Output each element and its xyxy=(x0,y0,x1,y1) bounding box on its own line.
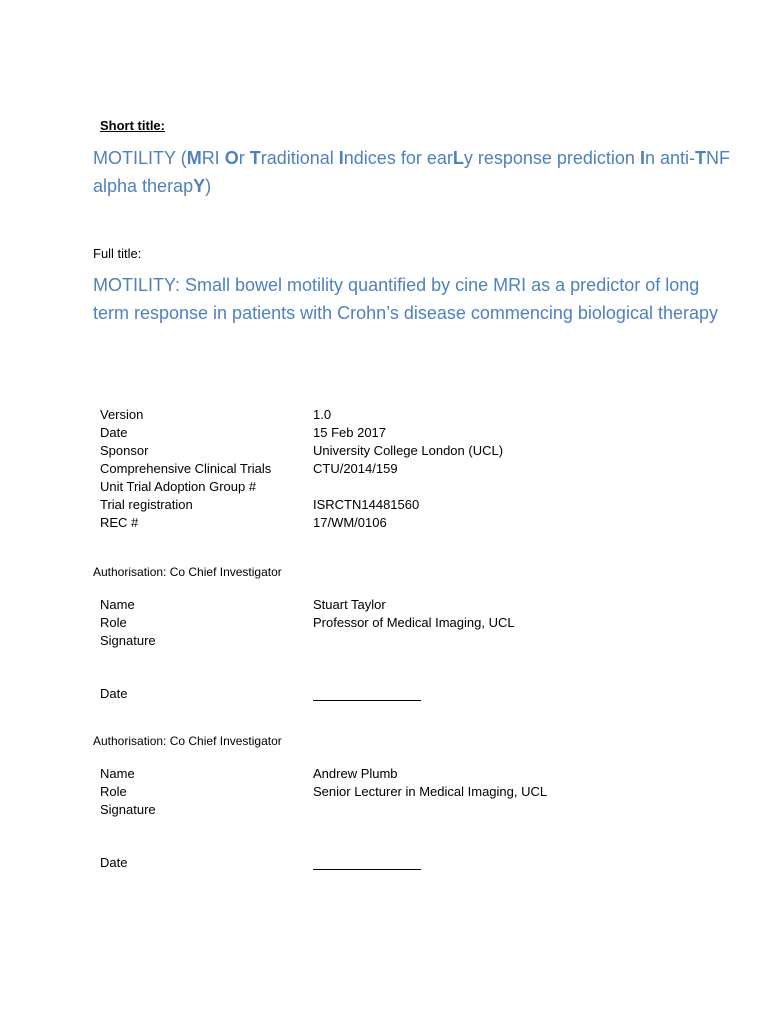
auth-key: Name xyxy=(100,597,135,612)
auth-key: Signature xyxy=(100,633,156,648)
acronym-letter: T xyxy=(249,148,261,168)
authorisation-heading: Authorisation: Co Chief Investigator xyxy=(93,565,282,579)
acronym-letter: L xyxy=(452,148,464,168)
full-title-label: Full title: xyxy=(93,246,142,261)
title-fragment: RI xyxy=(201,148,225,168)
meta-value: 1.0 xyxy=(313,407,332,422)
meta-value: 17/WM/0106 xyxy=(313,515,387,530)
title-fragment: NF alpha therap xyxy=(93,148,730,196)
title-fragment: r xyxy=(238,148,250,168)
auth-key: Role xyxy=(100,615,127,630)
authorisation-heading: Authorisation: Co Chief Investigator xyxy=(93,734,282,748)
short-title-label: Short title: xyxy=(100,118,165,133)
title-fragment: y response prediction xyxy=(463,148,640,168)
meta-value: CTU/2014/159 xyxy=(313,461,398,476)
short-title-text xyxy=(93,145,733,200)
auth-value: Andrew Plumb xyxy=(313,766,398,781)
title-fragment: raditional xyxy=(260,148,339,168)
auth-date-row xyxy=(100,686,430,704)
acronym-letter: Y xyxy=(193,175,206,196)
auth-date-label: Date xyxy=(100,686,128,701)
date-signature-line[interactable] xyxy=(313,700,421,701)
auth-value: Senior Lecturer in Medical Imaging, UCL xyxy=(313,784,548,799)
auth-date-row xyxy=(100,855,430,873)
meta-key: Date xyxy=(100,425,128,440)
auth-date-label: Date xyxy=(100,855,128,870)
title-fragment: ) xyxy=(205,175,212,196)
acronym-letter: I xyxy=(338,148,344,168)
acronym-letter: M xyxy=(186,148,202,168)
title-fragment: n anti- xyxy=(644,148,695,168)
title-fragment: MOTILITY ( xyxy=(93,148,187,168)
meta-key: Comprehensive Clinical Trials xyxy=(100,461,272,476)
acronym-letter: O xyxy=(224,148,239,168)
meta-key: REC # xyxy=(100,515,139,530)
meta-value: 15 Feb 2017 xyxy=(313,425,387,440)
auth-key: Signature xyxy=(100,802,156,817)
meta-key: Sponsor xyxy=(100,443,149,458)
full-title-text: MOTILITY: Small bowel motility quantified by cine MRI as a predictor of long term response in patients with Crohn’s disease commencing biological therapy xyxy=(93,275,718,323)
acronym-letter: I xyxy=(639,148,645,168)
title-fragment: ndices for ear xyxy=(343,148,453,168)
auth-value: Stuart Taylor xyxy=(313,597,386,612)
meta-value: ISRCTN14481560 xyxy=(313,497,420,512)
meta-key: Version xyxy=(100,407,144,422)
auth-key: Role xyxy=(100,784,127,799)
meta-value: University College London (UCL) xyxy=(313,443,504,458)
meta-key: Trial registration xyxy=(100,497,193,512)
date-signature-line[interactable] xyxy=(313,869,421,870)
acronym-letter: T xyxy=(695,148,706,168)
auth-value: Professor of Medical Imaging, UCL xyxy=(313,615,515,630)
auth-key: Name xyxy=(100,766,135,781)
meta-key: Unit Trial Adoption Group # xyxy=(100,479,257,494)
